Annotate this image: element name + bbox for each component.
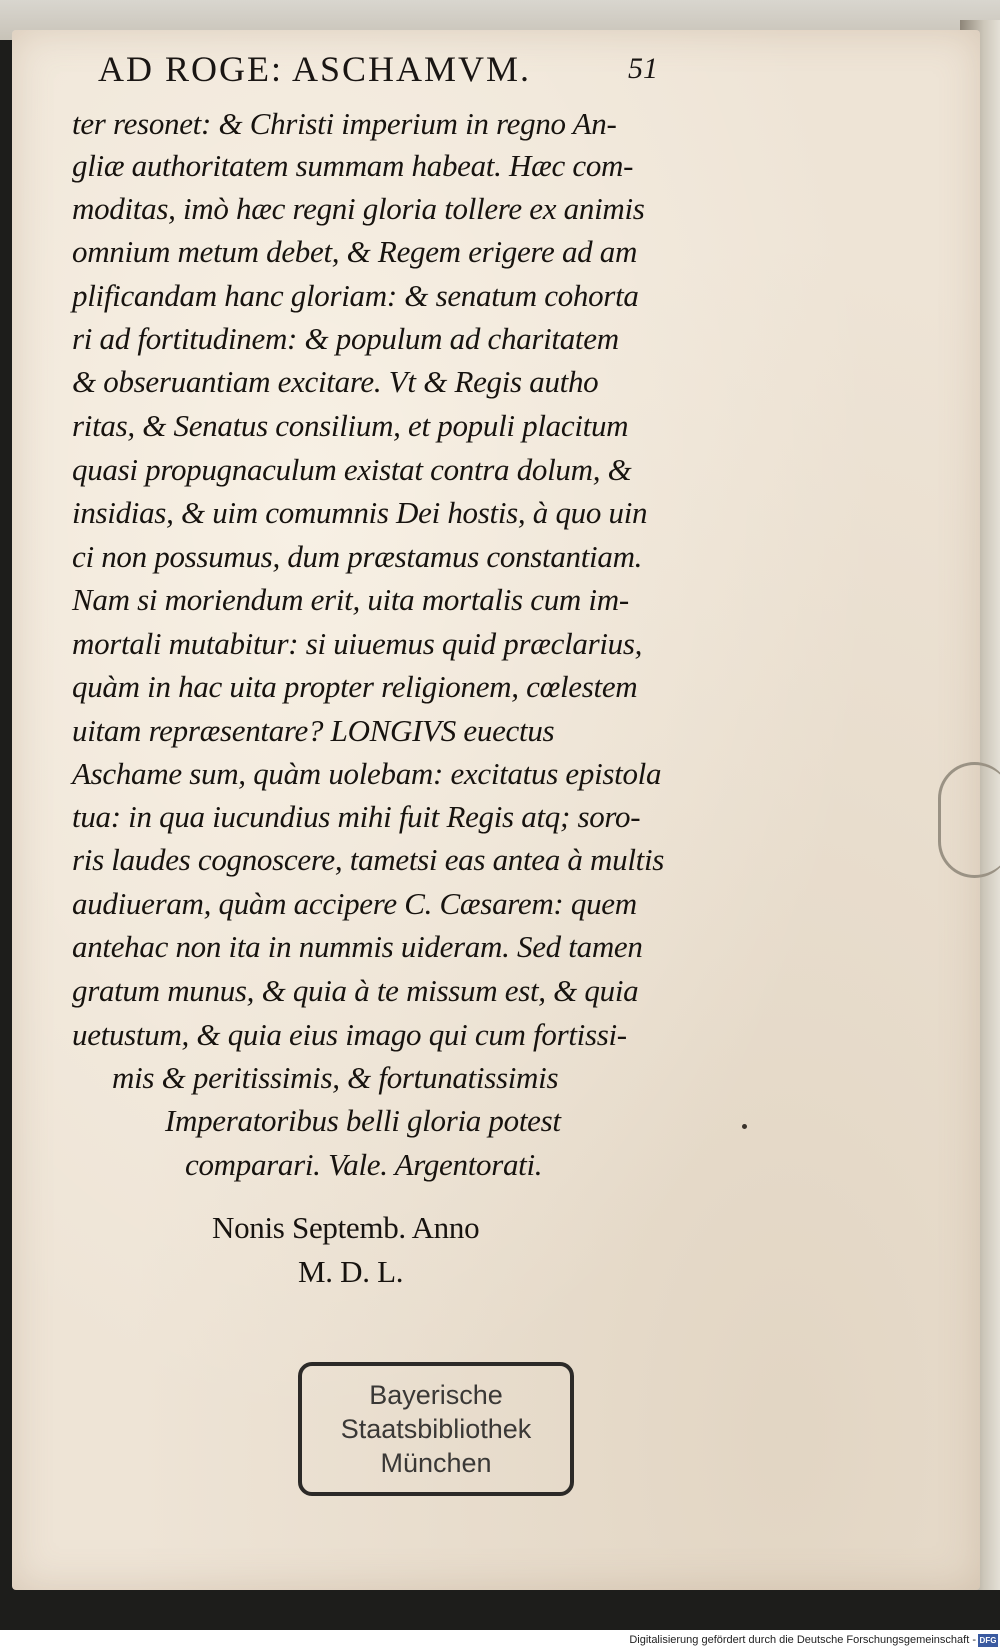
footer-bar <box>0 1630 1000 1652</box>
text-line: gratum munus, & quia à te missum est, & quia <box>72 973 639 1008</box>
text-line: Nam si moriendum erit, uita mortalis cum im- <box>72 582 629 617</box>
text-line: tua: in qua iucundius mihi fuit Regis atq; soro- <box>72 799 641 834</box>
page-clip <box>938 762 1000 878</box>
text-line: omnium metum debet, & Regem erigere ad am <box>72 234 638 269</box>
text-line: ci non possumus, dum præstamus constantiam. <box>72 539 643 574</box>
text-line: plificandam hanc gloriam: & senatum cohorta <box>72 278 639 313</box>
text-line: mortali mutabitur: si uiuemus quid præclarius, <box>72 626 643 661</box>
text-line: M. D. L. <box>298 1254 404 1289</box>
stamp-line: München <box>380 1448 492 1478</box>
text-line: quasi propugnaculum existat contra dolum, & <box>72 452 632 487</box>
text-line: moditas, imò hæc regni gloria tollere ex animis <box>72 191 645 226</box>
text-line: Nonis Septemb. Anno <box>212 1210 480 1245</box>
text-line: comparari. Vale. Argentorati. <box>185 1147 543 1182</box>
text-line: & obseruantiam excitare. Vt & Regis autho <box>72 364 599 399</box>
footer-credit: Digitalisierung gefördert durch die Deutsche Forschungsgemeinschaft - <box>629 1634 976 1646</box>
text-line: ritas, & Senatus consilium, et populi placitum <box>72 408 629 443</box>
text-line: mis & peritissimis, & fortunatissimis <box>112 1060 559 1095</box>
text-line: uitam repræsentare? LONGIVS euectus <box>72 713 555 748</box>
running-head: AD ROGE: ASCHAMVM. <box>98 49 532 89</box>
stamp-line: Bayerische <box>369 1380 503 1410</box>
ink-speck <box>742 1124 747 1129</box>
library-stamp <box>298 1362 574 1496</box>
text-line: audiueram, quàm accipere C. Cæsarem: quem <box>72 886 637 921</box>
page-number: 51 <box>628 52 658 85</box>
text-line: gliæ authoritatem summam habeat. Hæc com- <box>72 148 634 183</box>
dfg-logo: DFG <box>979 1636 997 1645</box>
stamp-line: Staatsbibliothek <box>340 1414 532 1444</box>
text-line: quàm in hac uita propter religionem, cœlestem <box>72 669 638 704</box>
text-line: ris laudes cognoscere, tametsi eas antea à multis <box>72 842 665 877</box>
text-line: insidias, & uim comumnis Dei hostis, à quo uin <box>72 495 648 530</box>
text-line: ter resonet: & Christi imperium in regno An- <box>72 106 617 141</box>
text-line: Imperatoribus belli gloria potest <box>165 1103 561 1138</box>
text-line: ri ad fortitudinem: & populum ad charitatem <box>72 321 619 356</box>
text-line: Aschame sum, quàm uolebam: excitatus epistola <box>72 756 662 791</box>
text-line: uetustum, & quia eius imago qui cum fortissi- <box>72 1017 627 1052</box>
text-line: antehac non ita in nummis uideram. Sed tamen <box>72 929 643 964</box>
